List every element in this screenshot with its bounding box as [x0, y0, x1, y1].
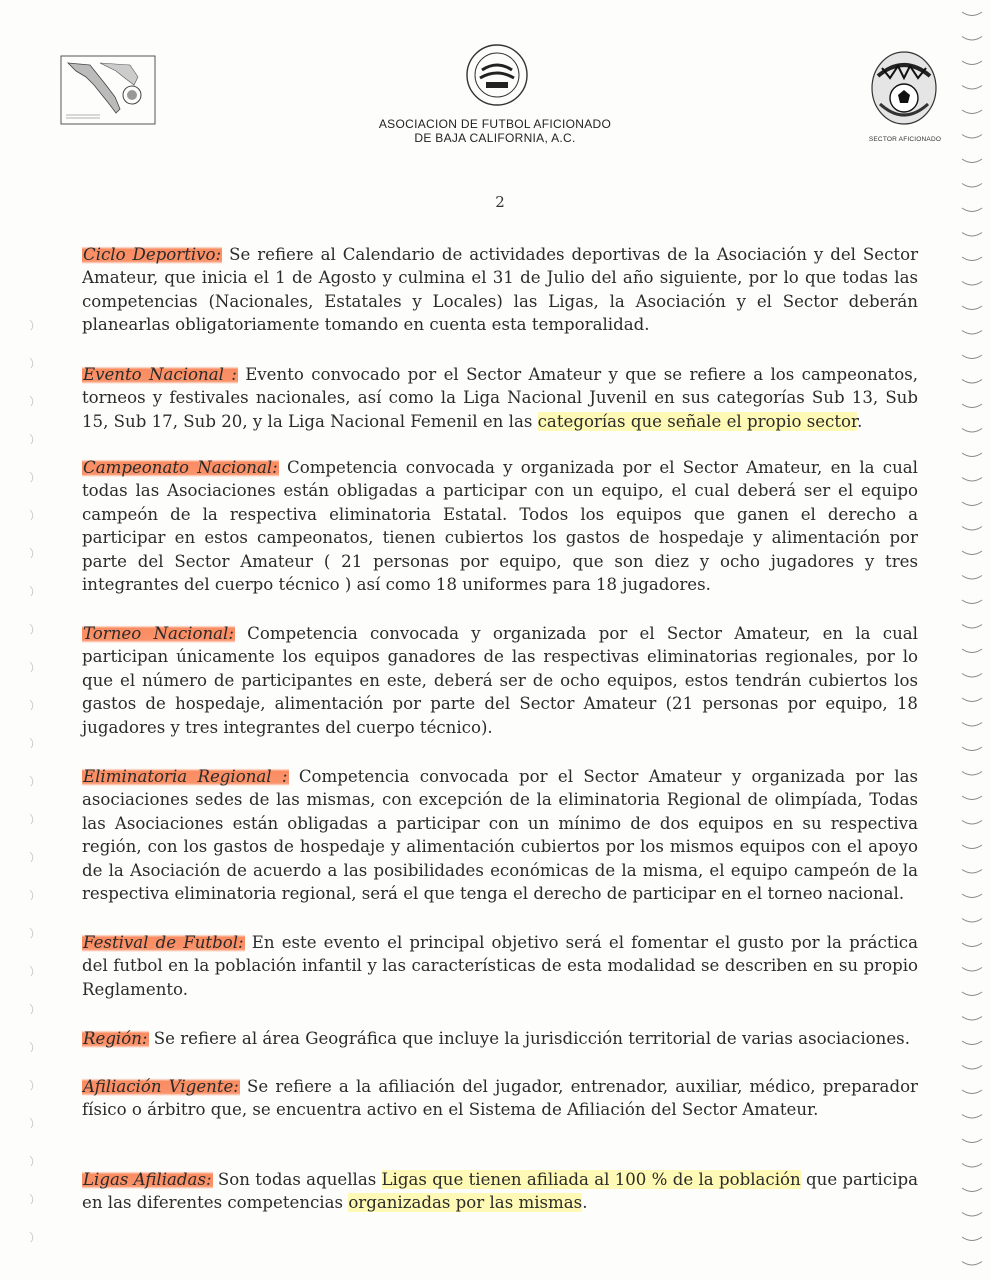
left-margin-mark: [30, 358, 33, 368]
binder-ring-mark: [962, 600, 982, 604]
binder-ring-mark: [962, 135, 982, 139]
binder-ring-mark: [962, 1041, 982, 1045]
left-margin-mark: [30, 814, 33, 824]
left-margin-mark: [30, 928, 33, 938]
futbol-mexicano-logo: [462, 40, 532, 110]
binder-ring-mark: [962, 527, 982, 531]
definition-term: Campeonato Nacional:: [83, 458, 278, 477]
definition-term: Ciclo Deportivo:: [83, 245, 222, 264]
definition-term: Festival de Futbol:: [83, 933, 244, 952]
definition-term: Eliminatoria Regional :: [83, 767, 288, 786]
binder-ring-mark: [962, 61, 982, 65]
binder-ring-mark: [962, 551, 982, 555]
left-margin-mark: [30, 776, 33, 786]
binder-ring-mark: [962, 1188, 982, 1192]
binder-ring-mark: [962, 355, 982, 359]
organization-name: [320, 117, 670, 145]
binder-ring-mark: [962, 233, 982, 237]
left-margin-mark: [30, 1042, 33, 1052]
definition-term: Ligas Afiliadas:: [83, 1170, 212, 1189]
definition-region: [82, 1027, 918, 1050]
organization-name-line2: DE BAJA CALIFORNIA, A.C.: [414, 131, 576, 145]
binder-ring-mark: [962, 576, 982, 580]
page-number: 2: [495, 193, 505, 211]
binder-ring-mark: [962, 821, 982, 825]
binder-ring-mark: [962, 380, 982, 384]
definition-text: Evento convocado por el Sector Amateur y que se refiere a los campeonatos, torneos y festivales nacionales, así como la Liga Nacional Juvenil en sus categorías Sub 13, Sub 15, Sub 17, Sub 20, y la Liga Nacional Femenil en las: [82, 365, 918, 431]
sector-aficionado-crest-logo: [868, 48, 940, 128]
left-margin-mark: [30, 1004, 33, 1014]
binder-ring-mark: [962, 723, 982, 727]
binder-ring-mark: [962, 1262, 982, 1266]
right-logo-caption: SECTOR AFICIONADO: [868, 136, 942, 143]
left-margin-mark: [30, 700, 33, 710]
binder-ring-mark: [962, 625, 982, 629]
left-margin-mark: [30, 966, 33, 976]
binder-ring-mark: [962, 1213, 982, 1217]
binder-ring-mark: [962, 919, 982, 923]
binder-ring-mark: [962, 1090, 982, 1094]
binder-ring-mark: [962, 649, 982, 653]
definition-text: Se refiere a la afiliación del jugador, entrenador, auxiliar, médico, preparador físico o árbitro que, se encuentra activo en el Sistema de Afiliación del Sector Amateur.: [82, 1077, 918, 1120]
left-margin-mark: [30, 434, 33, 444]
organization-name-line1: ASOCIACION DE FUTBOL AFICIONADO: [378, 117, 612, 131]
definition-text: Competencia convocada por el Sector Amateur y organizada por las asociaciones sedes de las mismas, con excepción de la eliminatoria Regional de olimpíada, Todas las Asociaciones están obligadas a participar con un mínimo de dos equipos en su respectiva región, con los gastos de hospedaje y alimentación cubiertos por los mismos equipos con el apoyo de la Asociación de acuerdo a las posibilidades económicas de la misma, el equipo campeón de la respectiva eliminatoria regional, será el que tenga el derecho de participar en el torneo nacional.: [82, 767, 919, 904]
definition-ciclo-deportivo: [82, 243, 918, 337]
left-margin-mark: [30, 624, 33, 634]
binder-ring-mark: [962, 1139, 982, 1143]
left-margin-mark: [30, 510, 33, 520]
definition-evento-nacional: [82, 363, 918, 433]
binder-ring-mark: [962, 453, 982, 457]
binder-ring-mark: [962, 968, 982, 972]
definition-text: Se refiere al área Geográfica que incluye la jurisdicción territorial de varias asociaciones.: [148, 1029, 910, 1048]
left-margin-mark: [30, 320, 33, 330]
binder-ring-mark: [962, 894, 982, 898]
binder-ring-mark: [962, 257, 982, 261]
left-margin-mark: [30, 586, 33, 596]
binder-ring-mark: [962, 1066, 982, 1070]
binder-ring-mark: [962, 1017, 982, 1021]
left-margin-mark: [30, 1080, 33, 1090]
definition-text: Son todas aquellas: [212, 1170, 382, 1189]
highlighted-text: categorías que señale el propio sector: [537, 411, 858, 431]
binder-ring-mark: [962, 12, 982, 16]
definition-eliminatoria-regional: [82, 765, 918, 905]
binder-ring-mark: [962, 306, 982, 310]
binder-ring-mark: [962, 1164, 982, 1168]
left-margin-mark: [30, 890, 33, 900]
definition-term: Afiliación Vigente:: [83, 1077, 239, 1096]
definition-term: Torneo Nacional:: [83, 624, 234, 643]
binder-ring-mark: [962, 1237, 982, 1241]
binder-ring-mark: [962, 1115, 982, 1119]
left-margin-mark: [30, 1232, 33, 1242]
binder-ring-mark: [962, 331, 982, 335]
left-margin-mark: [30, 548, 33, 558]
binder-ring-mark: [962, 404, 982, 408]
binder-ring-mark: [962, 86, 982, 90]
left-margin-mark: [30, 396, 33, 406]
binder-ring-mark: [962, 747, 982, 751]
definition-text-end: .: [857, 411, 863, 431]
binder-ring-mark: [962, 772, 982, 776]
binder-ring-mark: [962, 159, 982, 163]
left-margin-mark: [30, 662, 33, 672]
binder-ring-mark: [962, 37, 982, 41]
binder-ring-mark: [962, 478, 982, 482]
definition-text-mid: que participa en las diferentes competencias: [82, 1170, 918, 1213]
binder-ring-mark: [962, 943, 982, 947]
definition-term: Evento Nacional :: [83, 365, 237, 384]
binder-ring-mark: [962, 845, 982, 849]
definition-torneo-nacional: [82, 622, 918, 739]
definition-campeonato-nacional: [82, 456, 918, 596]
left-margin-mark: [30, 1194, 33, 1204]
binder-ring-mark: [962, 796, 982, 800]
binder-ring-mark: [962, 698, 982, 702]
definition-text: Competencia convocada y organizada por el Sector Amateur, en la cual participan únicamente los equipos ganadores de las respectivas eliminatorias regionales, por lo que el número de participantes en este, deberá ser de ocho equipos, estos tendrán cubiertos los gastos de hospedaje, alimentación por parte del Sector Amateur (21 personas por equipo, 18 jugadores y tres integrantes del cuerpo técnico).: [82, 624, 918, 737]
binder-ring-mark: [962, 208, 982, 212]
binder-ring-mark: [962, 992, 982, 996]
left-margin-marks: [0, 0, 50, 1280]
definition-text: En este evento el principal objetivo será el fomentar el gusto por la práctica del futbol en la población infantil y las características de esta modalidad se describen en su propio Reglamento.: [82, 933, 918, 999]
left-margin-mark: [30, 852, 33, 862]
highlighted-text-2: organizadas por las mismas: [348, 1193, 583, 1213]
highlighted-text: Ligas que tienen afiliada al 100 % de la población: [381, 1170, 801, 1189]
binder-ring-mark: [962, 429, 982, 433]
binder-ring-mark: [962, 110, 982, 114]
binder-ring-mark: [962, 674, 982, 678]
binder-ring-mark: [962, 282, 982, 286]
baja-california-map-logo: [60, 55, 156, 125]
left-margin-mark: [30, 472, 33, 482]
left-margin-mark: [30, 1156, 33, 1166]
binder-ring-mark: [962, 870, 982, 874]
definition-afiliacion-vigente: [82, 1075, 918, 1122]
definition-festival-de-futbol: [82, 931, 918, 1001]
definition-text: Competencia convocada y organizada por el Sector Amateur, en la cual todas las Asociaciones están obligadas a participar con un equipo, el cual deberá ser el equipo campeón de la respectiva eliminatoria Estatal. Todos los equipos que ganen el derecho a participar en estos campeonatos, tienen cubiertos los gastos de hospedaje y alimentación por parte del Sector Amateur ( 21 personas por equipo, que son diez y ocho jugadores y tres integrantes del cuerpo técnico ) así como 18 uniformes para 18 jugadores.: [82, 458, 918, 595]
left-margin-mark: [30, 738, 33, 748]
left-margin-mark: [30, 1118, 33, 1128]
binder-ring-marks: [950, 0, 990, 1280]
definition-term: Región:: [83, 1029, 148, 1048]
binder-ring-mark: [962, 502, 982, 506]
definition-text-end: .: [582, 1193, 588, 1213]
binder-ring-mark: [962, 184, 982, 188]
definition-text: Se refiere al Calendario de actividades deportivas de la Asociación y del Sector Amateur, que inicia el 1 de Agosto y culmina el 31 de Julio del año siguiente, por lo que todas las competencias (Nacionales, Estatales y Locales) las Ligas, la Asociación y el Sector deberán planearlas obligatoriamente tomando en cuenta esta temporalidad.: [82, 245, 918, 335]
definition-ligas-afiliadas: [82, 1168, 918, 1215]
